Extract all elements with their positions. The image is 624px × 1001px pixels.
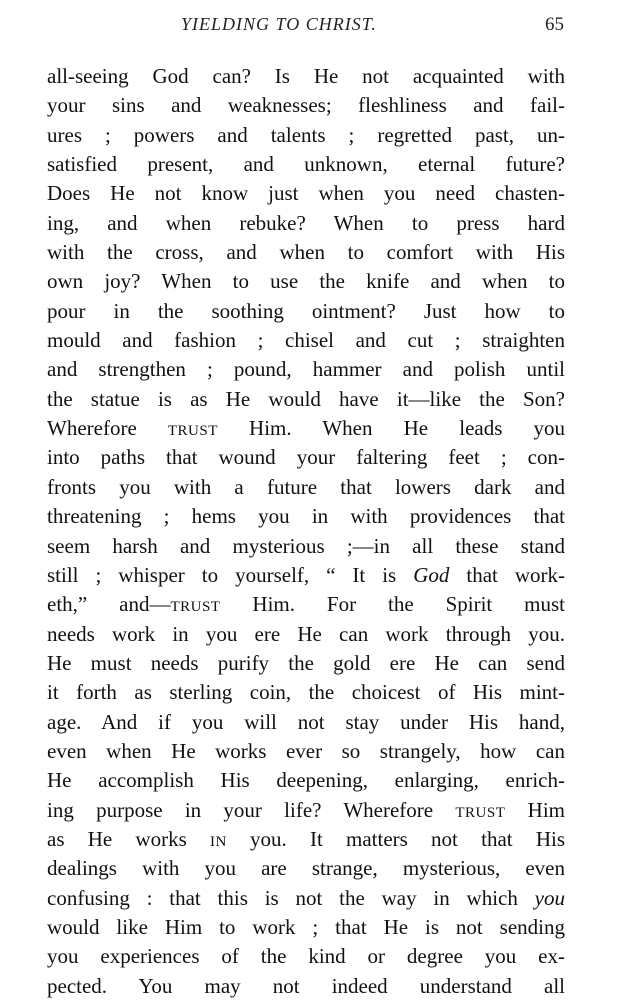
text-line (47, 150, 565, 179)
text-line (47, 502, 565, 531)
small-caps-word: in (209, 826, 227, 851)
text-run: dealings with you are strange, mysterious, even (47, 856, 565, 881)
text-run: He must needs purify the gold ere He can send (47, 650, 565, 675)
body-text (47, 62, 565, 1001)
text-run: ing purpose in your life? Wherefore (47, 797, 456, 822)
text-line (47, 678, 565, 707)
text-line (47, 267, 565, 296)
text-line (47, 649, 565, 678)
text-line (47, 473, 565, 502)
small-caps-word: trust (455, 797, 506, 822)
italic-word: God (413, 562, 450, 587)
text-line (47, 561, 565, 590)
text-run: into paths that wound your faltering feet ; con- (47, 445, 565, 470)
text-run: would like Him to work ; that He is not sending (47, 914, 565, 939)
text-run: ing, and when rebuke? When to press hard (47, 210, 565, 235)
text-line (47, 825, 565, 854)
text-run: eth,” and— (47, 592, 171, 617)
text-run: still ; whisper to yourself, “ It is (47, 562, 414, 587)
text-line (47, 62, 565, 91)
text-run: Him. For the Spirit must (220, 592, 565, 617)
text-line (47, 385, 565, 414)
text-run: Him. When He leads you (217, 416, 565, 441)
text-line (47, 708, 565, 737)
text-line (47, 766, 565, 795)
text-line (47, 91, 565, 120)
text-line (47, 297, 565, 326)
text-run: ures ; powers and talents ; regretted past, un- (47, 122, 565, 147)
text-run: it forth as sterling coin, the choicest of His mint- (47, 680, 565, 705)
text-run: seem harsh and mysterious ;—in all these stand (47, 533, 565, 558)
text-line (47, 179, 565, 208)
text-run: threatening ; hems you in with providences that (47, 504, 565, 529)
text-line (47, 913, 565, 942)
italic-word: you (534, 885, 565, 910)
text-run: that work- (449, 562, 565, 587)
text-run: Him (505, 797, 565, 822)
text-line (47, 942, 565, 971)
text-line (47, 326, 565, 355)
text-run: pour in the soothing ointment? Just how to (47, 298, 565, 323)
text-run: you. It matters not that His (226, 826, 565, 851)
small-caps-word: trust (167, 416, 218, 441)
text-run: fronts you with a future that lowers dark and (47, 474, 565, 499)
text-line (47, 532, 565, 561)
text-run: even when He works ever so strangely, how can (47, 738, 565, 763)
text-run: as He works (47, 826, 210, 851)
text-run: your sins and weaknesses; fleshliness and fail- (47, 93, 565, 118)
text-run: Does He not know just when you need chasten- (47, 181, 565, 206)
text-line (47, 620, 565, 649)
text-line (47, 854, 565, 883)
small-caps-word: trust (170, 592, 221, 617)
text-run: He accomplish His deepening, enlarging, enrich- (47, 768, 565, 793)
text-run: the statue is as He would have it—like the Son? (47, 386, 565, 411)
text-run: mould and fashion ; chisel and cut ; straighten (47, 328, 565, 353)
text-run: confusing : that this is not the way in which (47, 885, 535, 910)
text-line (47, 972, 565, 1001)
text-run: Wherefore (47, 416, 168, 441)
text-run: and strengthen ; pound, hammer and polish until (47, 357, 565, 382)
text-line (47, 737, 565, 766)
text-run: all-seeing God can? Is He not acquainted with (47, 64, 565, 88)
text-run: satisfied present, and unknown, eternal future? (47, 152, 565, 177)
text-line (47, 121, 565, 150)
text-line (47, 355, 565, 384)
text-line (47, 590, 565, 619)
text-line (47, 238, 565, 267)
text-line (47, 209, 565, 238)
text-run: age. And if you will not stay under His hand, (47, 709, 565, 734)
text-run: own joy? When to use the knife and when to (47, 269, 565, 294)
text-run: with the cross, and when to comfort with His (47, 240, 565, 265)
running-title: YIELDING TO CHRIST. (181, 14, 377, 34)
text-run: pected. You may not indeed understand all (47, 973, 565, 998)
text-line (47, 796, 565, 825)
page-number: 65 (545, 14, 564, 35)
text-line (47, 414, 565, 443)
text-run: needs work in you ere He can work through you. (47, 621, 565, 646)
text-line (47, 443, 565, 472)
text-line (47, 884, 565, 913)
text-run: you experiences of the kind or degree you ex- (47, 944, 565, 969)
